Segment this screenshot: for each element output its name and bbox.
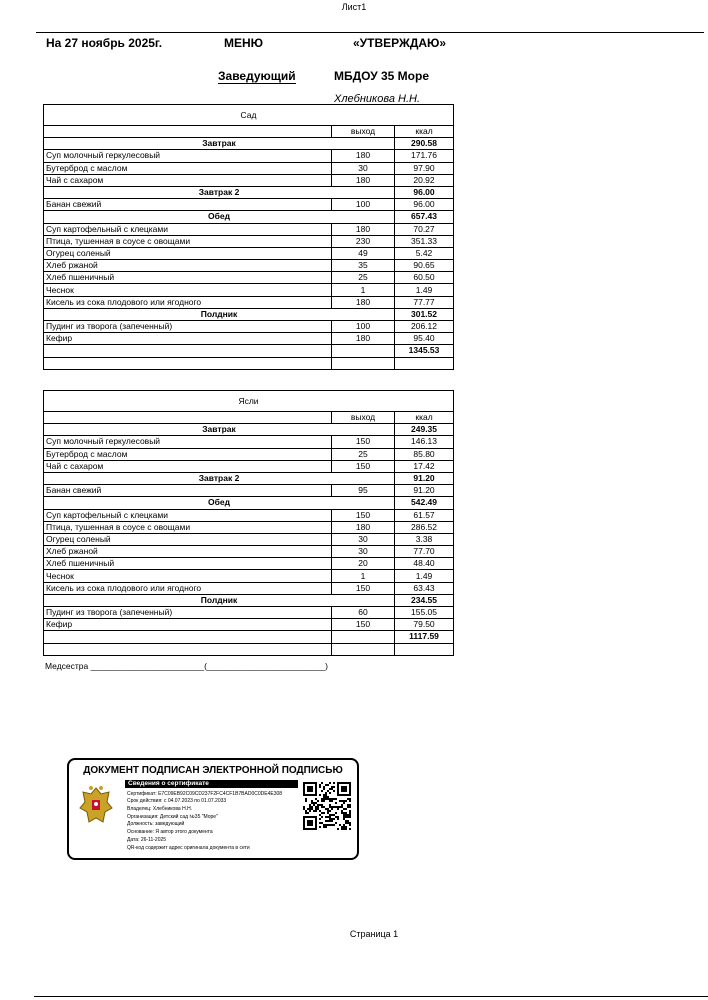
dish-yield: 230 <box>332 235 395 247</box>
dish-kcal: 97.90 <box>395 162 454 174</box>
dish-kcal: 206.12 <box>395 321 454 333</box>
dish-yield: 1 <box>332 570 395 582</box>
dish-row <box>44 223 454 235</box>
dish-kcal: 79.50 <box>395 619 454 631</box>
meal-section-row <box>44 138 454 150</box>
dish-row <box>44 162 454 174</box>
menu-title: МЕНЮ <box>224 36 264 50</box>
dish-yield: 150 <box>332 436 395 448</box>
cert-line: QR-код содержит адрес оригинала документа в сети <box>127 845 250 851</box>
dish-row <box>44 582 454 594</box>
dish-name: Суп картофельный с клецками <box>44 223 332 235</box>
dish-row <box>44 521 454 533</box>
dish-row <box>44 485 454 497</box>
dish-row <box>44 570 454 582</box>
dish-yield: 35 <box>332 260 395 272</box>
meal-kcal: 290.58 <box>395 138 454 150</box>
total-kcal: 1345.53 <box>395 345 454 357</box>
dish-kcal: 77.70 <box>395 546 454 558</box>
dish-kcal: 3.38 <box>395 533 454 545</box>
dish-row <box>44 546 454 558</box>
organization-name: МБДОУ 35 Море <box>334 69 430 83</box>
table-title: Сад <box>44 105 454 126</box>
meal-kcal: 301.52 <box>395 308 454 320</box>
dish-row <box>44 333 454 345</box>
dish-kcal: 60.50 <box>395 272 454 284</box>
dish-name: Пудинг из творога (запеченный) <box>44 321 332 333</box>
dish-kcal: 63.43 <box>395 582 454 594</box>
total-row <box>44 631 454 643</box>
dish-yield: 100 <box>332 321 395 333</box>
total-kcal: 1117.59 <box>395 631 454 643</box>
dish-row <box>44 558 454 570</box>
dish-kcal: 1.49 <box>395 284 454 296</box>
meal-section-row <box>44 497 454 509</box>
dish-name: Чеснок <box>44 284 332 296</box>
dish-row <box>44 174 454 186</box>
dish-name: Чай с сахаром <box>44 174 332 186</box>
dish-name: Кисель из сока плодового или ягодного <box>44 296 332 308</box>
cert-line: Срок действия: с 04.07.2023 по 01.07.2033 <box>127 798 227 804</box>
meal-section-row <box>44 308 454 320</box>
head-name: Хлебникова Н.Н. <box>334 93 421 105</box>
dish-yield: 25 <box>332 272 395 284</box>
blank-row <box>44 643 454 655</box>
meal-name: Обед <box>44 497 395 509</box>
approve-label: «УТВЕРЖДАЮ» <box>353 36 447 50</box>
total-row <box>44 345 454 357</box>
dish-kcal: 155.05 <box>395 607 454 619</box>
dish-row <box>44 199 454 211</box>
meal-name: Обед <box>44 211 395 223</box>
column-header-row <box>44 412 454 424</box>
dish-name: Суп молочный геркулесовый <box>44 150 332 162</box>
dish-row <box>44 150 454 162</box>
dish-yield: 30 <box>332 162 395 174</box>
dish-name: Бутерброд с маслом <box>44 162 332 174</box>
dish-row <box>44 460 454 472</box>
meal-name: Полдник <box>44 308 395 320</box>
dish-kcal: 1.49 <box>395 570 454 582</box>
dish-kcal: 85.80 <box>395 448 454 460</box>
meal-section-row <box>44 472 454 484</box>
cert-line: Дата: 26-11-2025 <box>127 837 167 843</box>
dish-name: Огурец соленый <box>44 247 332 259</box>
meal-section-row <box>44 211 454 223</box>
electronic-signature-stamp <box>67 758 359 860</box>
cert-line: Сертификат: E7C09EB92C09CD237F2FC4CF1B7BAD0C0DE4E308 <box>127 791 283 797</box>
page-number: Страница 1 <box>349 929 399 939</box>
dish-name: Птица, тушенная в соусе с овощами <box>44 521 332 533</box>
dish-yield: 30 <box>332 546 395 558</box>
dish-yield: 100 <box>332 199 395 211</box>
meal-name: Завтрак <box>44 138 395 150</box>
dish-row <box>44 619 454 631</box>
dish-kcal: 61.57 <box>395 509 454 521</box>
table-title: Ясли <box>44 391 454 412</box>
dish-yield: 95 <box>332 485 395 497</box>
dish-kcal: 17.42 <box>395 460 454 472</box>
meal-kcal: 96.00 <box>395 186 454 198</box>
dish-kcal: 286.52 <box>395 521 454 533</box>
meal-name: Полдник <box>44 594 395 606</box>
dish-row <box>44 235 454 247</box>
dish-yield: 1 <box>332 284 395 296</box>
dish-kcal: 20.92 <box>395 174 454 186</box>
yield-header: выход <box>332 412 395 424</box>
dish-yield: 150 <box>332 509 395 521</box>
dish-name: Банан свежий <box>44 485 332 497</box>
dish-row <box>44 260 454 272</box>
nurse-signature-line: Медсестра ________________________(_________________________) <box>45 661 328 671</box>
meal-kcal: 234.55 <box>395 594 454 606</box>
dish-yield: 20 <box>332 558 395 570</box>
dish-row <box>44 272 454 284</box>
dish-name: Кефир <box>44 333 332 345</box>
dish-yield: 150 <box>332 619 395 631</box>
dish-yield: 60 <box>332 607 395 619</box>
top-rule <box>36 32 704 33</box>
cert-line: Организация: Детский сад №35 "Море" <box>127 814 218 820</box>
meal-kcal: 249.35 <box>395 424 454 436</box>
dish-kcal: 95.40 <box>395 333 454 345</box>
dish-name: Чеснок <box>44 570 332 582</box>
table-title-row <box>44 105 454 126</box>
dish-yield: 180 <box>332 150 395 162</box>
dish-kcal: 146.13 <box>395 436 454 448</box>
dish-row <box>44 321 454 333</box>
dish-name: Пудинг из творога (запеченный) <box>44 607 332 619</box>
dish-yield: 180 <box>332 333 395 345</box>
dish-kcal: 351.33 <box>395 235 454 247</box>
dish-name: Хлеб ржаной <box>44 260 332 272</box>
dish-name: Кефир <box>44 619 332 631</box>
cert-line: Основание: Я автор этого документа <box>127 829 213 835</box>
dish-row <box>44 607 454 619</box>
dish-yield: 150 <box>332 582 395 594</box>
dish-kcal: 48.40 <box>395 558 454 570</box>
meal-section-row <box>44 424 454 436</box>
meal-kcal: 542.49 <box>395 497 454 509</box>
meal-name: Завтрак 2 <box>44 472 395 484</box>
menu-table-yasli <box>43 390 454 656</box>
dish-yield: 180 <box>332 521 395 533</box>
column-header-row <box>44 126 454 138</box>
meal-section-row <box>44 186 454 198</box>
dish-name: Хлеб пшеничный <box>44 558 332 570</box>
kcal-header: ккал <box>395 126 454 138</box>
dish-row <box>44 296 454 308</box>
meal-section-row <box>44 594 454 606</box>
dish-yield: 25 <box>332 448 395 460</box>
dish-name: Суп молочный геркулесовый <box>44 436 332 448</box>
dish-kcal: 77.77 <box>395 296 454 308</box>
meal-name: Завтрак <box>44 424 395 436</box>
kcal-header: ккал <box>395 412 454 424</box>
dish-yield: 180 <box>332 296 395 308</box>
dish-kcal: 171.76 <box>395 150 454 162</box>
bottom-rule <box>34 996 708 997</box>
cert-line: Владелец: Хлебникова Н.Н. <box>127 806 193 812</box>
dish-yield: 150 <box>332 460 395 472</box>
coat-of-arms-icon <box>79 784 113 826</box>
dish-row <box>44 247 454 259</box>
cert-line: Должность: заведующий <box>127 821 185 827</box>
dish-name: Кисель из сока плодового или ягодного <box>44 582 332 594</box>
dish-yield: 30 <box>332 533 395 545</box>
dish-name: Бутерброд с маслом <box>44 448 332 460</box>
sheet-label: Лист1 <box>341 2 367 12</box>
dish-kcal: 91.20 <box>395 485 454 497</box>
dish-name: Хлеб пшеничный <box>44 272 332 284</box>
meal-kcal: 657.43 <box>395 211 454 223</box>
blank-row <box>44 357 454 369</box>
qr-code-icon <box>303 782 351 830</box>
menu-table-sad <box>43 104 454 370</box>
dish-row <box>44 533 454 545</box>
head-position: Заведующий <box>218 69 296 83</box>
certificate-header: Сведения о сертификате <box>125 780 298 788</box>
dish-name: Чай с сахаром <box>44 460 332 472</box>
dish-row <box>44 284 454 296</box>
dish-kcal: 96.00 <box>395 199 454 211</box>
dish-kcal: 5.42 <box>395 247 454 259</box>
dish-yield: 180 <box>332 223 395 235</box>
table-title-row <box>44 391 454 412</box>
signature-title: ДОКУМЕНТ ПОДПИСАН ЭЛЕКТРОННОЙ ПОДПИСЬЮ <box>83 765 343 776</box>
dish-kcal: 90.65 <box>395 260 454 272</box>
dish-row <box>44 448 454 460</box>
meal-kcal: 91.20 <box>395 472 454 484</box>
dish-row <box>44 509 454 521</box>
dish-yield: 49 <box>332 247 395 259</box>
dish-yield: 180 <box>332 174 395 186</box>
dish-row <box>44 436 454 448</box>
meal-name: Завтрак 2 <box>44 186 395 198</box>
yield-header: выход <box>332 126 395 138</box>
dish-name: Хлеб ржаной <box>44 546 332 558</box>
dish-name: Птица, тушенная в соусе с овощами <box>44 235 332 247</box>
dish-kcal: 70.27 <box>395 223 454 235</box>
dish-name: Суп картофельный с клецками <box>44 509 332 521</box>
menu-date: На 27 ноябрь 2025г. <box>46 36 163 50</box>
dish-name: Банан свежий <box>44 199 332 211</box>
dish-name: Огурец соленый <box>44 533 332 545</box>
